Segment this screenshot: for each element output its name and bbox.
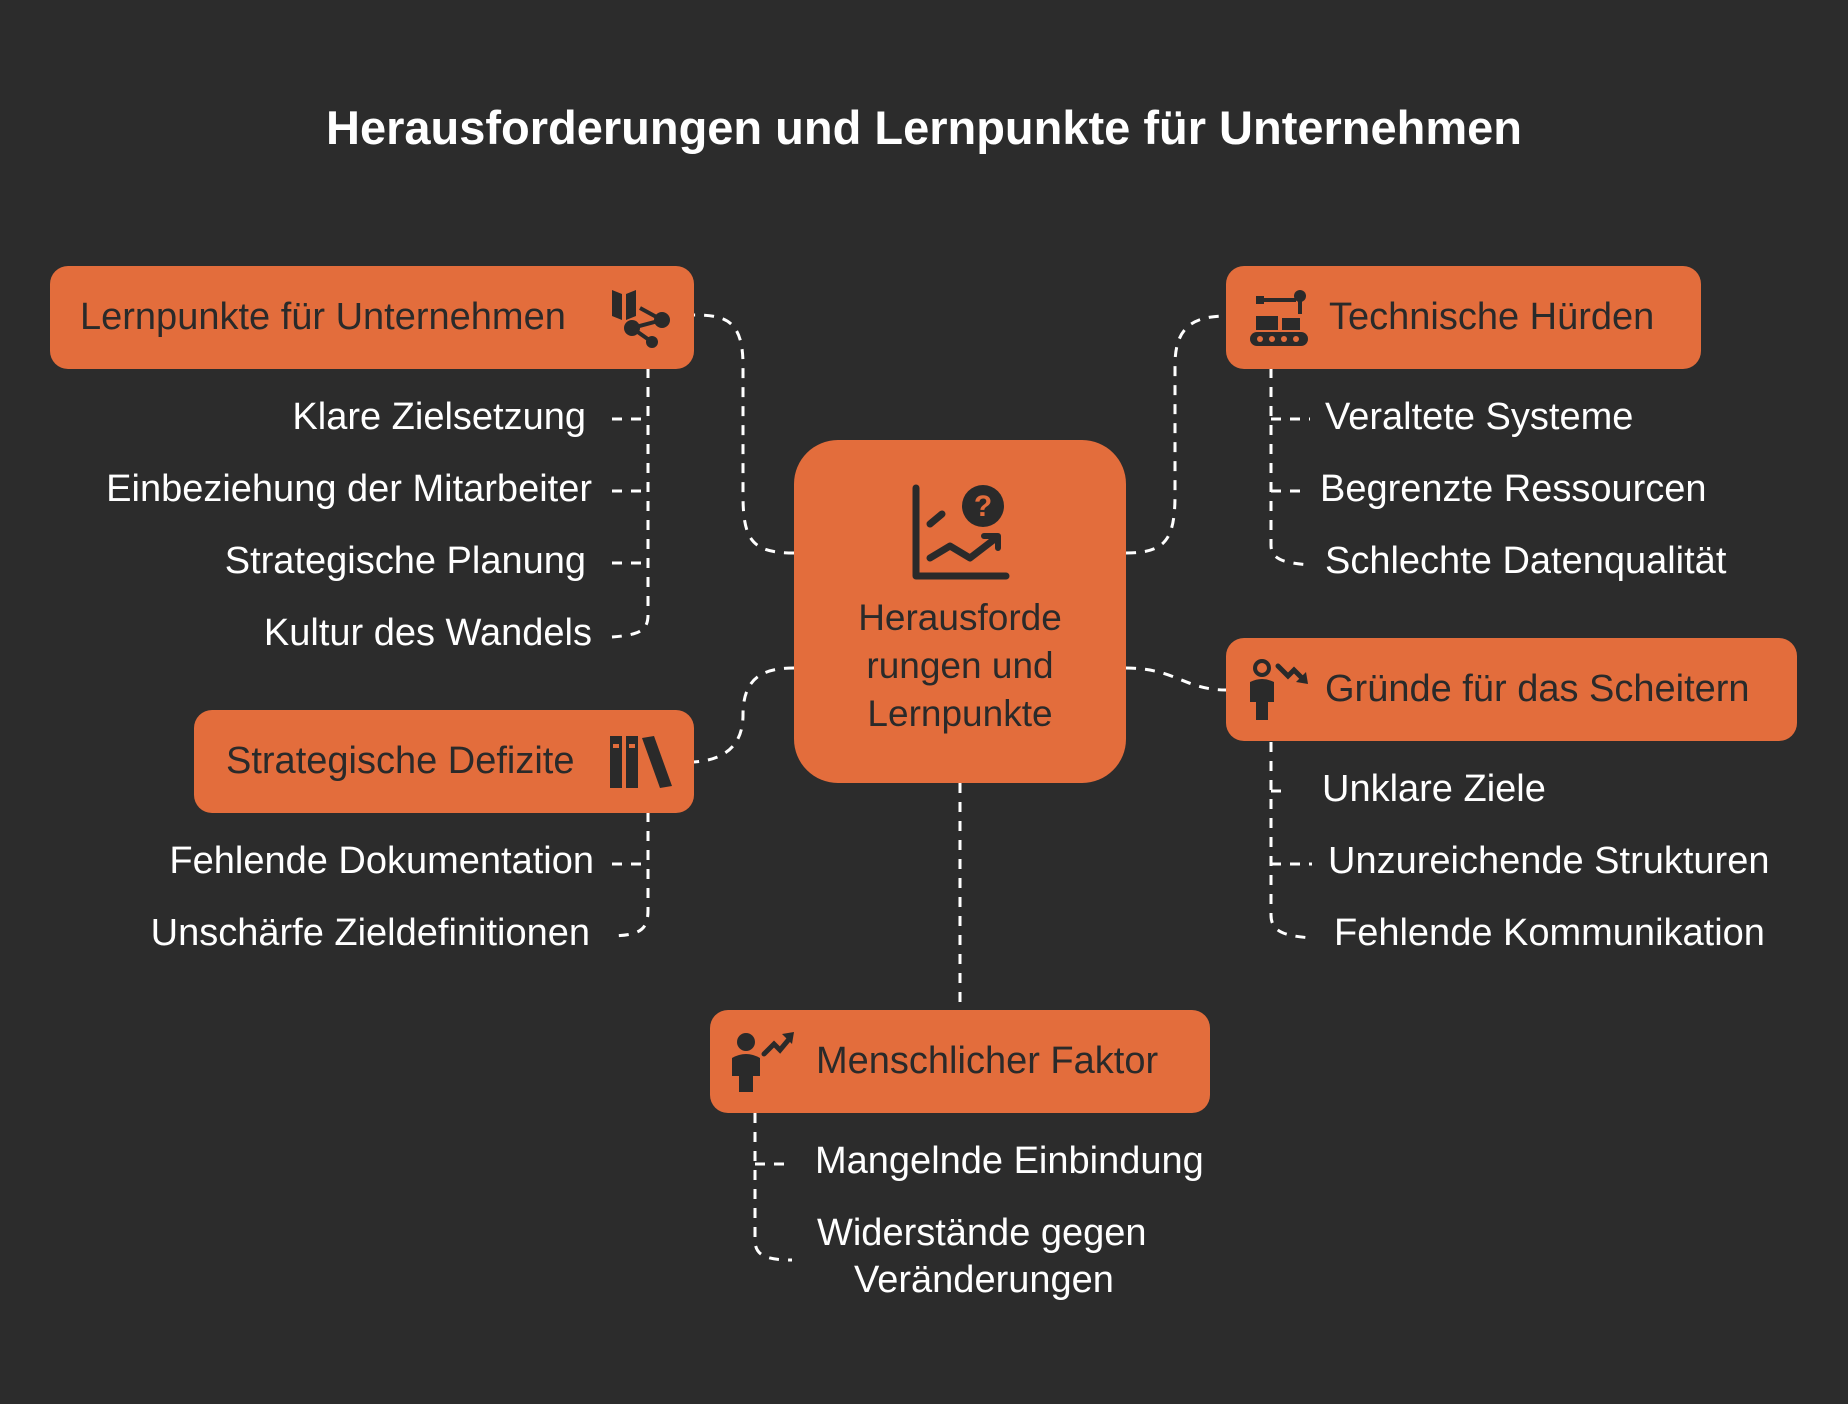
branch-mensch-label: Menschlicher Faktor: [816, 1040, 1159, 1082]
branch-technisch: [1226, 266, 1701, 369]
list-item: Schlechte Datenqualität: [1325, 540, 1727, 582]
robot-conveyor-icon: [1248, 288, 1310, 348]
list-item: Veränderungen: [854, 1259, 1114, 1301]
branch-gruende: [1226, 638, 1797, 741]
trunk-gruende: [1271, 742, 1312, 938]
list-item: Strategische Planung: [224, 540, 586, 582]
trunk-mensch: [755, 1113, 792, 1260]
branch-gruende-label: Gründe für das Scheitern: [1325, 668, 1750, 710]
svg-text:?: ?: [973, 490, 993, 523]
list-item: Klare Zielsetzung: [292, 396, 586, 438]
list-item: Unklare Ziele: [1322, 768, 1546, 810]
branch-strategisch-label: Strategische Defizite: [226, 740, 575, 782]
list-item: Fehlende Kommunikation: [1334, 912, 1765, 954]
list-item: Widerstände gegen: [817, 1212, 1147, 1254]
books-icon: [610, 736, 672, 788]
map-share-icon: [610, 286, 674, 348]
list-item: Unzureichende Strukturen: [1328, 840, 1770, 882]
list-item: Mangelnde Einbindung: [815, 1140, 1204, 1182]
list-item: Kultur des Wandels: [263, 612, 592, 654]
list-item: Begrenzte Ressourcen: [1320, 468, 1707, 510]
center-node: [794, 440, 1126, 783]
person-decline-icon: [1246, 658, 1310, 722]
list-item: Unschärfe Zieldefinitionen: [150, 912, 590, 954]
person-growth-icon: [730, 1032, 796, 1094]
list-item: Einbeziehung der Mitarbeiter: [106, 468, 592, 510]
connector-strategisch: [694, 668, 794, 762]
branch-lernpunkte: [50, 266, 694, 369]
center-label-line-1: Herausforde: [858, 597, 1062, 638]
list-item: Fehlende Dokumentation: [169, 840, 594, 882]
trunk-technisch: [1271, 368, 1310, 565]
connector-lernpunkte: [694, 315, 794, 553]
branch-strategisch: [194, 710, 694, 813]
center-label-line-2: rungen und: [866, 645, 1054, 686]
center-label-line-3: Lernpunkte: [867, 693, 1053, 734]
connector-technisch: [1126, 316, 1226, 553]
list-item: Veraltete Systeme: [1325, 396, 1634, 438]
chart-question-icon: [908, 484, 1012, 584]
branch-technisch-label: Technische Hürden: [1329, 296, 1655, 338]
branch-mensch: [710, 1010, 1210, 1113]
trunk-lernpunkte: [612, 368, 648, 637]
connector-gruende: [1126, 668, 1226, 690]
page-title: Herausforderungen und Lernpunkte für Unternehmen: [326, 101, 1522, 154]
trunk-strategisch: [612, 812, 648, 936]
branch-lernpunkte-label: Lernpunkte für Unternehmen: [80, 296, 566, 338]
